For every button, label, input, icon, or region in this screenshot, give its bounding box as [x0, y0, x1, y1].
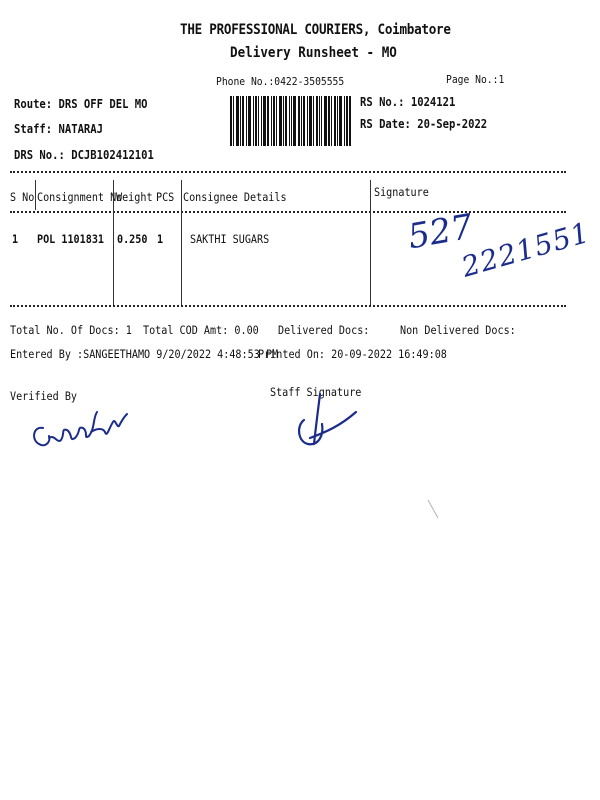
- entered-by: Entered By :SANGEETHAMO 9/20/2022 4:48:53 PM: [10, 347, 279, 361]
- col-divider: [370, 180, 371, 305]
- row-consignment: POL 1101831: [37, 232, 105, 246]
- staff-signature-drawing: [290, 390, 370, 460]
- col-divider: [181, 180, 182, 305]
- staff-signature-label: Staff Signature: [270, 385, 362, 399]
- rs-number: RS No.: 1024121: [360, 95, 456, 109]
- table-header-rule: [10, 211, 566, 213]
- verified-signature-drawing: [25, 398, 140, 458]
- handwritten-signature-mark: 527: [405, 206, 476, 258]
- verified-by-label: Verified By: [10, 389, 78, 403]
- col-header-consignee: Consignee Details: [183, 190, 287, 204]
- barcode: [230, 96, 356, 146]
- non-delivered-docs: Non Delivered Docs:: [400, 323, 516, 337]
- printed-on: Printed On: 20-09-2022 16:49:08: [258, 347, 447, 361]
- phone-number: Phone No.:0422-3505555: [216, 75, 345, 88]
- row-sno: 1: [12, 232, 19, 246]
- delivered-docs: Delivered Docs:: [278, 323, 370, 337]
- scan-artifact: [424, 498, 444, 522]
- total-docs: Total No. Of Docs: 1: [10, 323, 132, 337]
- col-header-sno: S No: [10, 190, 35, 204]
- drs-number: DRS No.: DCJB102412101: [14, 148, 154, 162]
- col-divider: [35, 180, 36, 210]
- col-header-consignment: Consignment No: [37, 190, 123, 204]
- table-top-rule: [10, 171, 566, 173]
- row-weight: 0.250: [117, 232, 148, 246]
- row-consignee: SAKTHI SUGARS: [190, 232, 270, 246]
- staff-label: Staff: NATARAJ: [14, 122, 104, 136]
- row-pcs: 1: [157, 232, 164, 246]
- total-cod: Total COD Amt: 0.00: [143, 323, 259, 337]
- route-label: Route: DRS OFF DEL MO: [14, 97, 148, 111]
- col-header-signature: Signature: [374, 185, 429, 199]
- handwritten-number: 2221551: [458, 215, 594, 284]
- document-title: Delivery Runsheet - MO: [230, 45, 397, 61]
- col-header-weight: Weight: [116, 190, 153, 204]
- table-bottom-rule: [10, 305, 566, 307]
- rs-date: RS Date: 20-Sep-2022: [360, 117, 488, 131]
- col-header-pcs: PCS: [156, 190, 175, 204]
- page-number: Page No.:1: [446, 73, 505, 86]
- company-title: THE PROFESSIONAL COURIERS, Coimbatore: [180, 22, 451, 38]
